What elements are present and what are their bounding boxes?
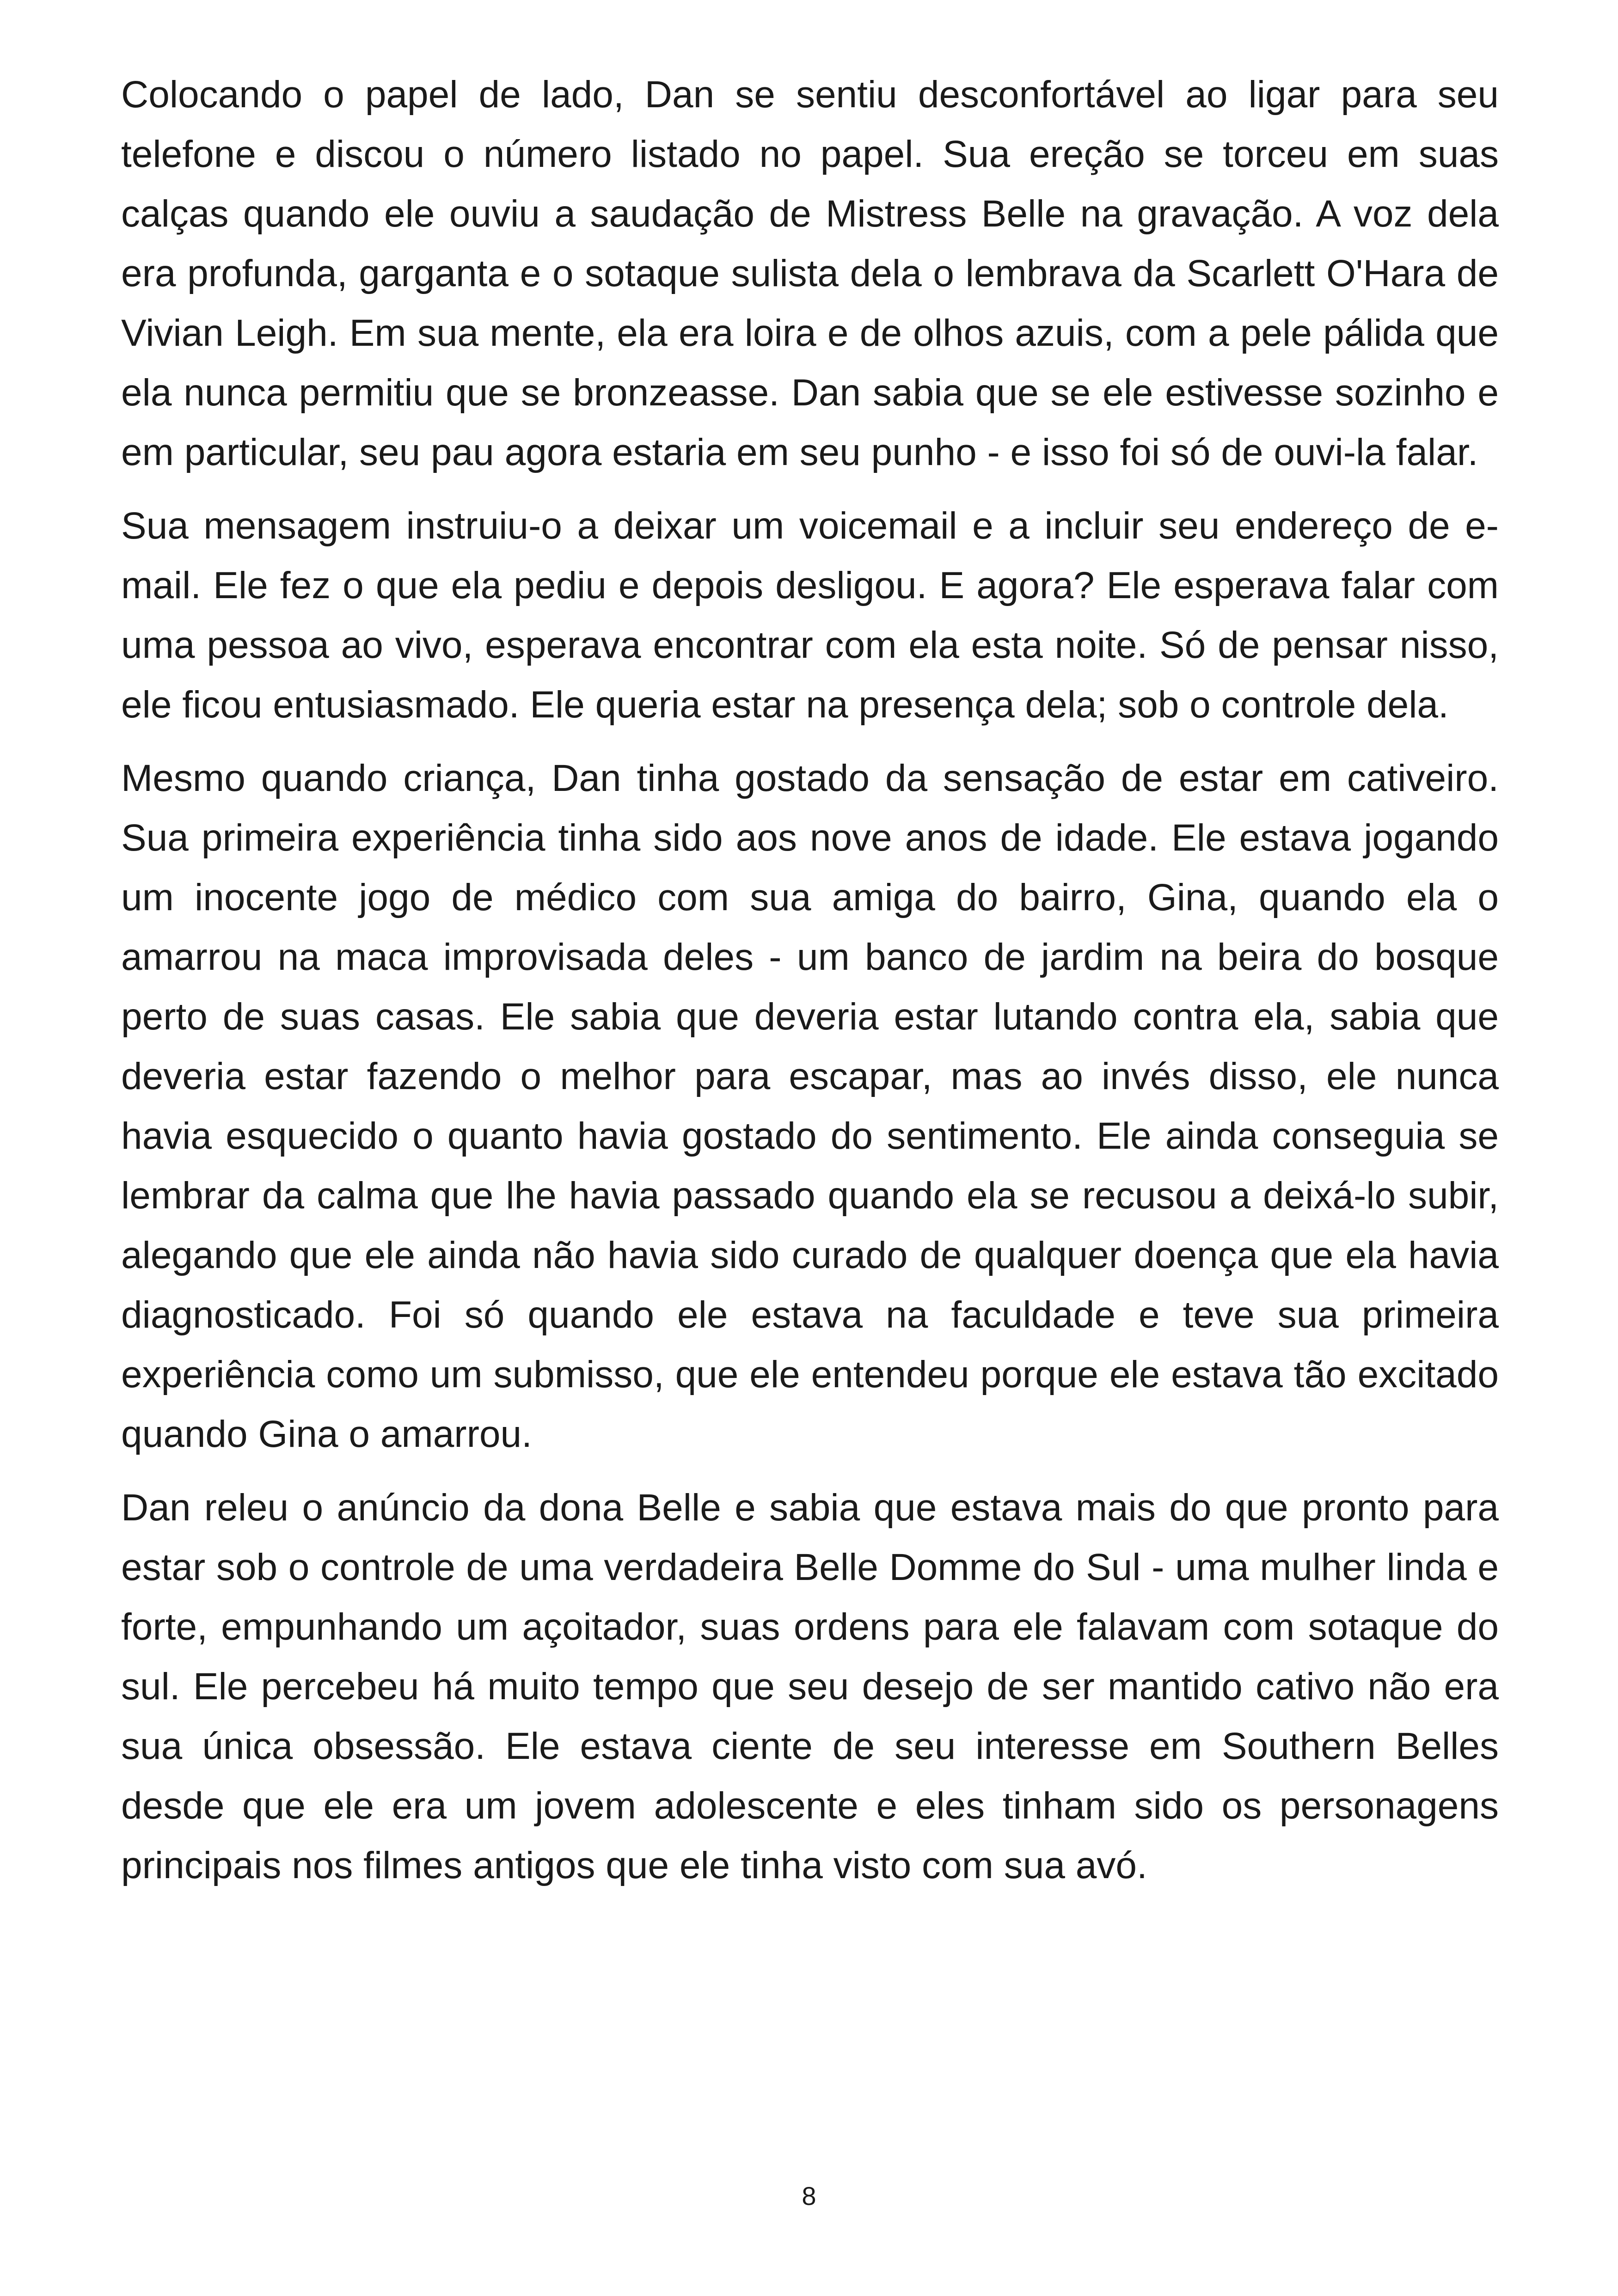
- paragraph: Dan releu o anúncio da dona Belle e sabia que estava mais do que pronto para estar sob o controle de uma verdadeira Belle Domme do Sul - uma mulher linda e forte, empunhando um açoitador, suas ordens para ele falavam com sotaque do sul. Ele percebeu há muito tempo que seu desejo de ser mantido cativo não era sua única obsessão. Ele estava ciente de seu interesse em Southern Belles desde que ele era um jovem adolescente e eles tinham sido os personagens principais nos filmes antigos que ele tinha visto com sua avó.: [121, 1487, 1499, 1886]
- body-text: [121, 65, 1499, 1909]
- paragraph: Sua mensagem instruiu-o a deixar um voicemail e a incluir seu endereço de e-mail. Ele fez o que ela pediu e depois desligou. E agora? Ele esperava falar com uma pessoa ao vivo, esperava encontrar com ela esta noite. Só de pensar nisso, ele ficou entusiasmado. Ele queria estar na presença dela; sob o controle dela.: [121, 505, 1499, 726]
- page-number: 8: [802, 2181, 816, 2210]
- paragraph: Mesmo quando criança, Dan tinha gostado da sensação de estar em cativeiro. Sua primeira experiência tinha sido aos nove anos de idade. Ele estava jogando um inocente jogo de médico com sua amiga do bairro, Gina, quando ela o amarrou na maca improvisada deles - um banco de jardim na beira do bosque perto de suas casas. Ele sabia que deveria estar lutando contra ela, sabia que deveria estar fazendo o melhor para escapar, mas ao invés disso, ele nunca havia esquecido o quanto havia gostado do sentimento. Ele ainda conseguia se lembrar da calma que lhe havia passado quando ela se recusou a deixá-lo subir, alegando que ele ainda não havia sido curado de qualquer doença que ela havia diagnosticado. Foi só quando ele estava na faculdade e teve sua primeira experiência como um submisso, que ele entendeu porque ele estava tão excitado quando Gina o amarrou.: [121, 757, 1499, 1455]
- paragraph: Colocando o papel de lado, Dan se sentiu desconfortável ao ligar para seu telefone e discou o número listado no papel. Sua ereção se torceu em suas calças quando ele ouviu a saudação de Mistress Belle na gravação. A voz dela era profunda, garganta e o sotaque sulista dela o lembrava da Scarlett O'Hara de Vivian Leigh. Em sua mente, ela era loira e de olhos azuis, com a pele pálida que ela nunca permitiu que se bronzeasse. Dan sabia que se ele estivesse sozinho e em particular, seu pau agora estaria em seu punho - e isso foi só de ouvi-la falar.: [121, 73, 1499, 473]
